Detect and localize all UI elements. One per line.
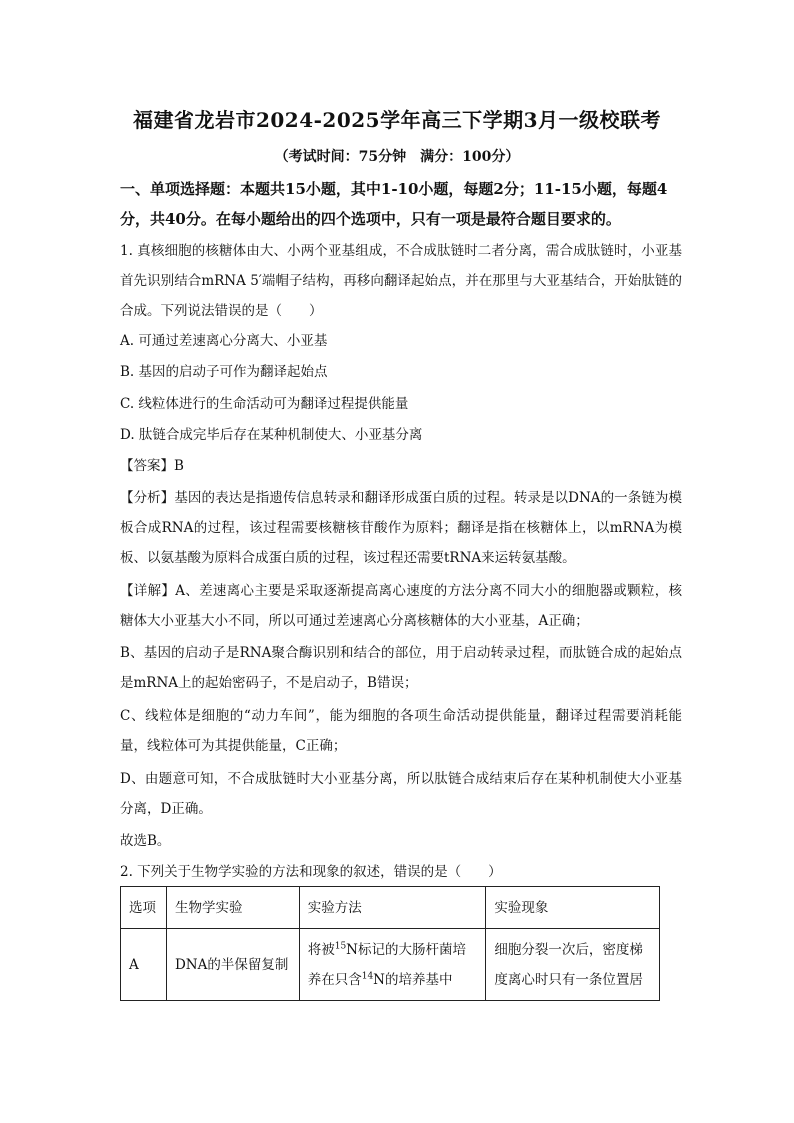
isotope-superscript-15: 15 [334,941,347,951]
detail-a-text: A、差速离心主要是采取逐渐提高离心速度的方法分离不同大小的细胞器或颗粒，核糖体大小亚基大小不同，所以可通过差速离心分离核糖体的大小亚基，A正确； [120,583,683,629]
method-text-1: 将被 [307,941,335,958]
document-title: 福建省龙岩市2024-2025学年高三下学期3月一级校联考 [132,108,662,132]
question-1-option-c: C. 线粒体进行的生命活动可为翻译过程提供能量 [120,396,409,412]
table-cell-experiment: DNA的半保留复制 [166,929,299,1001]
analysis-text: 基因的表达是指遗传信息转录和翻译形成蛋白质的过程。转录是以DNA的一条链为模板合成RNA的过程，该过程需要核糖核苷酸作为原料；翻译是指在核糖体上，以mRNA为模板、以氨基酸为原料合成蛋白质的过程，该过程还需要tRNA来运转氨基酸。 [120,490,683,566]
question-2-stem: 2. 下列关于生物学实验的方法和现象的叙述，错误的是（ ） [120,864,502,880]
exam-info: （考试时间：75分钟 满分：100分） [274,149,520,165]
analysis-label: 【分析】 [120,490,175,506]
table-row [121,929,660,1001]
table-cell-phenomenon: 细胞分裂一次后，密度梯度离心时只有一条位置居 [486,929,660,1001]
method-text-3: N的培养基中 [373,971,453,988]
question-1-detail-b: B、基因的启动子是RNA聚合酶识别和结合的部位，用于启动转录过程，而肽链合成的起始点是mRNA上的起始密码子，不是启动子，B错误； [120,645,682,691]
table-cell-option: A [121,929,167,1001]
question-1-conclusion: 故选B。 [120,833,171,849]
table-header-row [121,887,660,929]
isotope-superscript-14: 14 [361,971,374,981]
question-1-analysis [120,483,682,573]
question-1-option-b: B. 基因的启动子可作为翻译起始点 [120,364,328,380]
question-1-detail-a [120,576,682,636]
table-header-cell: 实验方法 [299,887,486,929]
question-1-detail-c: C、线粒体是细胞的“动力车间”，能为细胞的各项生命活动提供能量，翻译过程需要消耗能量，线粒体可为其提供能量，C正确； [120,708,682,754]
detail-label: 【详解】 [120,583,176,599]
table-cell-method [299,929,486,1001]
question-1-detail-d: D、由题意可知，不合成肽链时大小亚基分离，所以肽链合成结束后存在某种机制使大小亚基分离，D正确。 [120,771,682,817]
section-heading: 一、单项选择题：本题共15小题，其中1-10小题，每题2分；11-15小题，每题4分，共40分。在每小题给出的四个选项中，只有一项是最符合题目要求的。 [120,180,668,228]
question-1-stem: 1. 真核细胞的核糖体由大、小两个亚基组成，不合成肽链时二者分离，需合成肽链时，小亚基首先识别结合mRNA 5′端帽子结构，再移向翻译起始点，并在那里与大亚基结合，开始肽链的合成。下列说法错误的是（ ） [120,243,682,319]
question-1-answer: 【答案】B [120,458,184,474]
question-2-table [120,886,660,1001]
table-header-cell: 实验现象 [486,887,660,929]
table-header-cell: 生物学实验 [166,887,299,929]
table-header-cell: 选项 [121,887,167,929]
question-1-option-a: A. 可通过差速离心分离大、小亚基 [120,333,328,349]
method-text-2: N标记的大肠杆菌培养在只含 [307,941,466,988]
question-1-option-d: D. 肽链合成完毕后存在某种机制使大、小亚基分离 [120,427,423,443]
